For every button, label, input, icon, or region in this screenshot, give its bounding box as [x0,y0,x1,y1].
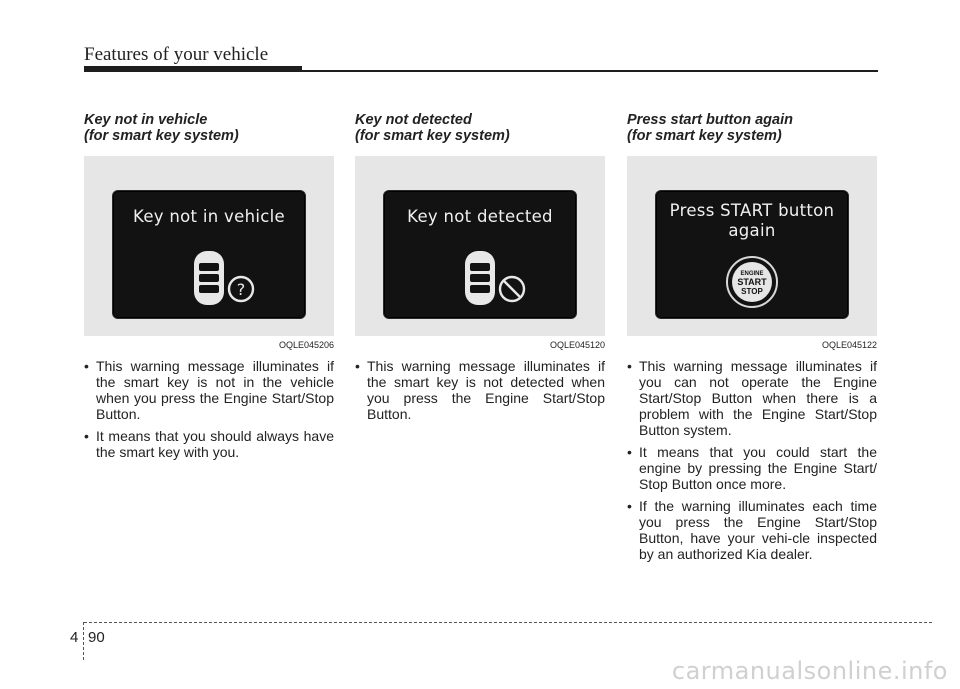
svg-text:START: START [737,277,767,287]
section-press-start-again [627,112,877,568]
figure-code: OQLE045122 [821,340,877,350]
list-item: • This warning message illuminates if you can not operate the Engine Start/Stop Button when there is a problem with the Engine Start/Stop Button system. [627,358,877,438]
cluster-figure [355,156,605,350]
cluster-figure [627,156,877,350]
smart-key-question-icon [191,249,271,309]
section-key-not-in-vehicle [84,112,334,466]
bullet-list [355,358,605,422]
display-message: Press START button again [669,201,835,240]
engine-start-stop-button-icon [725,255,779,309]
page-number: 90 [88,629,105,646]
page-section-number: 4 [70,629,79,646]
bullet-list [84,358,334,460]
svg-text:ENGINE: ENGINE [740,271,764,277]
svg-text:?: ? [236,280,246,299]
cluster-display [383,190,577,319]
cluster-display [112,190,306,319]
figure-code: OQLE045120 [549,340,605,350]
bullet-list [627,358,877,562]
list-item: • This warning message illuminates if the smart key is not detected when you press the Engine Start/Stop Button. [355,358,605,422]
smart-key-prohibited-icon [462,249,542,309]
watermark: carmanualsonline.info [671,657,948,685]
cluster-display [655,190,849,319]
list-item: • It means that you could start the engine by pressing the Engine Start/ Stop Button once more. [627,444,877,492]
header-rule-thin [84,70,878,72]
figure-code: OQLE045206 [278,340,334,350]
display-message: Key not detected [407,207,553,226]
section-title: Press start button again (for smart key system) [627,112,793,144]
cluster-figure [84,156,334,350]
svg-text:STOP: STOP [741,287,763,296]
section-title: Key not in vehicle (for smart key system) [84,112,239,144]
list-item: • It means that you should always have the smart key with you. [84,428,334,460]
section-key-not-detected [355,112,605,428]
running-header: Features of your vehicle [84,44,269,65]
footer-divider [83,622,84,660]
display-message: Key not in vehicle [133,207,285,226]
footer-rule [84,622,932,623]
list-item: • If the warning illuminates each time you press the Engine Start/Stop Button, have your vehi-cle inspected by an authorized Kia dealer. [627,498,877,562]
list-item: • This warning message illuminates if the smart key is not in the vehicle when you press the Engine Start/Stop Button. [84,358,334,422]
section-title: Key not detected (for smart key system) [355,112,510,144]
